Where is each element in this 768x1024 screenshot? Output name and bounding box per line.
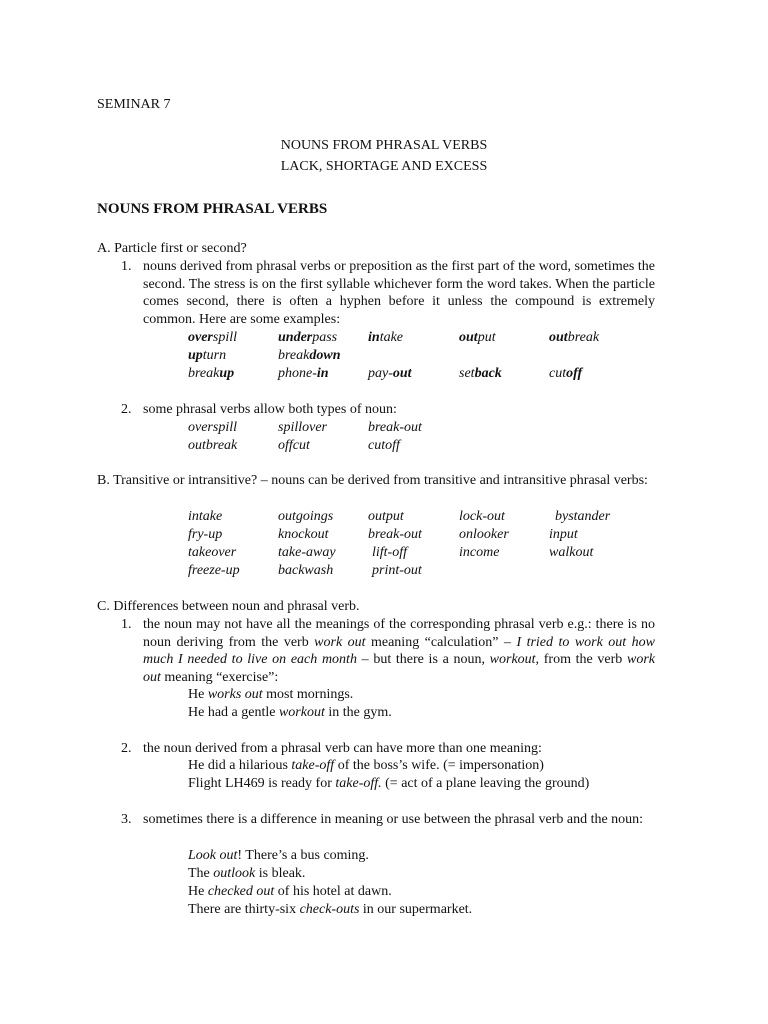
example-word — [459, 365, 502, 383]
example-word-part: back — [474, 366, 502, 381]
example-word-part: off — [566, 366, 583, 381]
c1-i2: I tried to work out how much I needed to live on each month — [143, 634, 655, 667]
sentence-emphasis: outlook — [213, 866, 256, 881]
a-item2-text: some phrasal verbs allow both types of noun: — [143, 402, 397, 417]
example-word-part: break — [567, 330, 600, 345]
section-heading: NOUNS FROM PHRASAL VERBS — [97, 201, 328, 217]
sentence-text: (= act of a plane leaving the ground) — [381, 776, 590, 791]
c1-i3: workout, — [489, 652, 540, 667]
example-sentence — [188, 847, 369, 865]
title-line-1: NOUNS FROM PHRASAL VERBS — [280, 138, 488, 153]
title-line-2: LACK, SHORTAGE AND EXCESS — [280, 159, 488, 174]
example-word-part: out — [392, 366, 412, 381]
word-cell: outgoings — [278, 509, 334, 524]
example-word — [278, 329, 337, 347]
example-word-part: break — [278, 348, 310, 363]
c1-i1: work out — [314, 634, 366, 650]
example-word-part: out — [549, 330, 568, 345]
c1-p2: meaning “calculation” – — [365, 634, 517, 650]
sentence-emphasis: take-off — [291, 758, 335, 773]
c-item2-text: the noun derived from a phrasal verb can have more than one meaning: — [143, 741, 542, 756]
sentence-text: He did a hilarious — [188, 758, 292, 773]
sentence-text: of the boss’s wife. (= impersonation) — [334, 758, 544, 773]
sentence-text: The — [188, 866, 214, 881]
example-word-part: break — [188, 366, 220, 381]
example-word-part: spill — [212, 330, 238, 345]
example-word — [459, 329, 496, 347]
example-word — [549, 329, 599, 347]
word-cell: backwash — [278, 563, 334, 578]
example-word-part: under — [278, 330, 313, 345]
sentence-text: of his hotel at dawn. — [274, 884, 392, 899]
sentence-text: Flight LH469 is ready for — [188, 776, 336, 791]
example-word — [368, 329, 403, 347]
a-item2-number: 2. — [121, 402, 132, 417]
sentence-text: He — [188, 687, 208, 702]
sentence-emphasis: workout — [278, 705, 325, 720]
example-word-part: turn — [202, 348, 227, 363]
example-word — [368, 365, 412, 383]
example-word — [188, 365, 234, 383]
sentence-text: in our supermarket. — [359, 902, 473, 917]
sentence-emphasis: take-off. — [335, 776, 382, 791]
word-cell: walkout — [549, 545, 594, 560]
sentence-text: is bleak. — [255, 866, 306, 881]
word-cell: lift-off — [372, 545, 407, 560]
sentence-emphasis: check-outs — [299, 902, 360, 917]
example-word-part: pass — [312, 330, 338, 345]
example-word — [278, 365, 329, 383]
example-sentence — [188, 865, 305, 883]
example-word — [188, 347, 226, 365]
sentence-emphasis: works out — [207, 687, 263, 702]
example-word: cutoff — [368, 438, 400, 453]
example-word-part: set — [459, 366, 475, 381]
word-cell: fry-up — [188, 527, 223, 542]
example-sentence — [188, 883, 392, 901]
word-cell: income — [459, 545, 500, 560]
c1-p3: – but there is a noun, — [356, 652, 490, 667]
c1-p5: meaning “exercise”: — [160, 669, 279, 685]
example-word-part: in — [368, 330, 380, 345]
seminar-label: SEMINAR 7 — [97, 97, 171, 112]
word-cell: take-away — [278, 545, 336, 560]
example-sentence — [188, 901, 472, 919]
c-item1-number: 1. — [121, 617, 132, 632]
c1-i4: work out — [143, 652, 655, 685]
example-word-part: put — [477, 330, 496, 345]
example-word — [549, 365, 582, 383]
example-word: overspill — [188, 420, 237, 435]
word-cell: onlooker — [459, 527, 509, 542]
example-sentence — [188, 704, 392, 722]
section-c-heading: C. Differences between noun and phrasal verb. — [97, 599, 360, 614]
example-word-part: cut — [549, 366, 567, 381]
sentence-text: ! There’s a bus coming. — [237, 848, 369, 863]
a-item1-number: 1. — [121, 259, 132, 274]
example-sentence — [188, 775, 589, 793]
word-cell: takeover — [188, 545, 237, 560]
sentence-text: He had a gentle — [188, 705, 279, 720]
example-word-part: up — [188, 348, 203, 363]
sentence-emphasis: Look out — [188, 848, 238, 863]
example-sentence — [188, 757, 544, 775]
word-cell: intake — [188, 509, 223, 524]
example-word-part: pay- — [368, 366, 393, 381]
example-word-part: out — [459, 330, 478, 345]
c1-p1: the noun may not have all the meanings of the corresponding phrasal verb e.g.: there is no noun deriving from the verb — [143, 617, 655, 650]
example-word-part: take — [379, 330, 404, 345]
section-a-heading: A. Particle first or second? — [97, 241, 247, 256]
word-cell: bystander — [555, 509, 611, 524]
word-cell: input — [549, 527, 578, 542]
example-word: break-out — [368, 420, 422, 435]
sentence-text: most mornings. — [262, 687, 354, 702]
word-cell: lock-out — [459, 509, 505, 524]
example-word — [278, 347, 340, 365]
a-item1-text: nouns derived from phrasal verbs or preposition as the first part of the word, sometimes the second. The stress is on the first syllable whichever form the word takes. When the particle comes second, there is often a hyphen before it unless the compound is extremely common. Here are some examples: — [143, 259, 655, 327]
word-cell: break-out — [368, 527, 422, 542]
sentence-text: in the gym. — [324, 705, 392, 720]
word-cell: freeze-up — [188, 563, 240, 578]
word-cell: knockout — [278, 527, 329, 542]
c-item3-number: 3. — [121, 812, 132, 827]
example-word-part: in — [316, 366, 329, 381]
example-word: outbreak — [188, 438, 238, 453]
c1-p4: from the verb — [539, 652, 627, 667]
c-item2-number: 2. — [121, 741, 132, 756]
sentence-text: He — [188, 884, 208, 899]
example-word-part: over — [188, 330, 213, 345]
sentence-emphasis: checked out — [207, 884, 275, 899]
section-b-heading: B. Transitive or intransitive? – nouns can be derived from transitive and intransitive phrasal verbs: — [97, 473, 648, 488]
example-word-part: up — [219, 366, 235, 381]
word-cell: output — [368, 509, 404, 524]
c-item1-text — [143, 616, 655, 686]
example-word: offcut — [278, 438, 310, 453]
example-word-part: down — [309, 348, 341, 363]
c-item3-text: sometimes there is a difference in meaning or use between the phrasal verb and the noun: — [143, 812, 644, 827]
example-word: spillover — [278, 420, 327, 435]
sentence-text: There are thirty-six — [188, 902, 300, 917]
example-sentence — [188, 686, 353, 704]
example-word-part: phone- — [278, 366, 317, 381]
example-word — [188, 329, 237, 347]
word-cell: print-out — [372, 563, 422, 578]
